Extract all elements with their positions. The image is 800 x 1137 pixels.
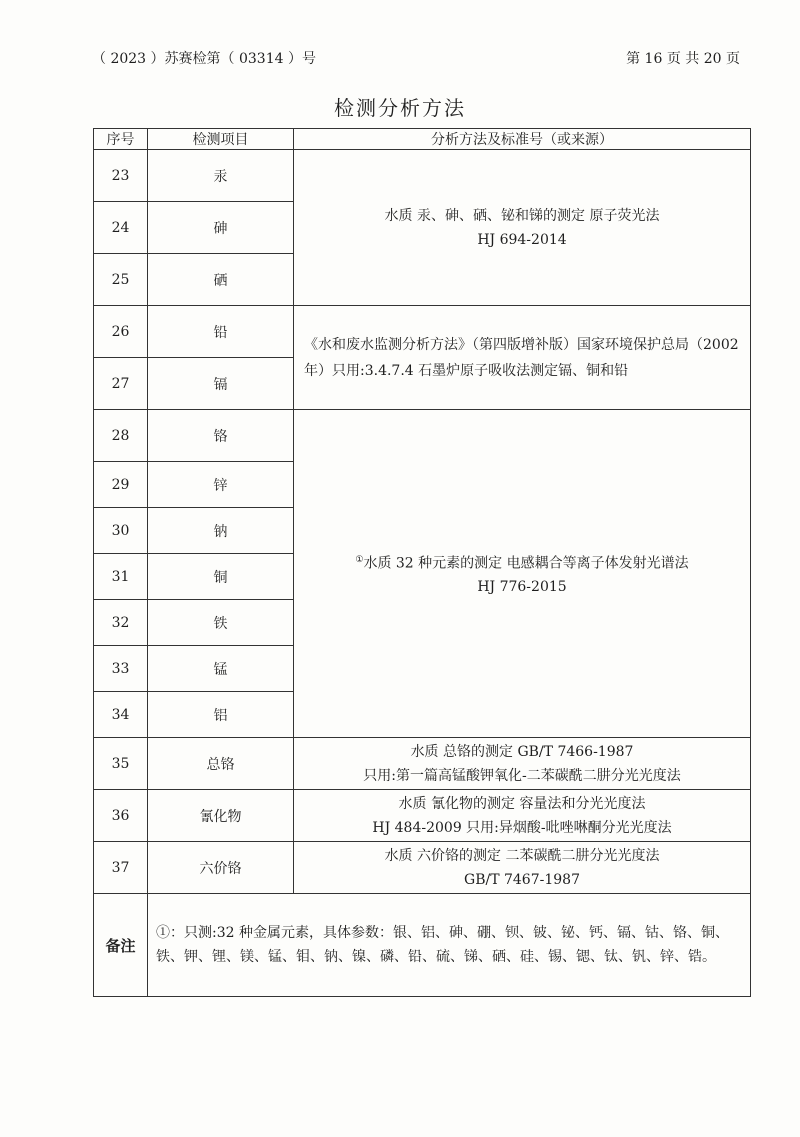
page-indicator: 第 16 页 共 20 页 <box>626 51 740 67</box>
test-item: 钠 <box>148 508 294 554</box>
method-text: 水质 总铬的测定 GB/T 7466-1987 <box>410 743 634 760</box>
row-number: 30 <box>94 508 148 554</box>
methods-table <box>93 128 751 997</box>
method-cell-group-2: 《水和废水监测分析方法》（第四版增补版）国家环境保护总局（2002 年）只用:3.4.7.4 石墨炉原子吸收法测定镉、铜和铅 <box>294 306 751 410</box>
method-cell <box>294 790 751 842</box>
row-number: 32 <box>94 600 148 646</box>
table-header-row <box>94 129 751 150</box>
method-note: 只用:第一篇高锰酸钾氧化-二苯碳酰二肼分光光度法 <box>363 767 681 784</box>
row-number: 31 <box>94 554 148 600</box>
test-item: 氰化物 <box>148 790 294 842</box>
test-item: 锌 <box>148 462 294 508</box>
method-text: 水质 汞、砷、硒、铋和锑的测定 原子荧光法 <box>384 207 660 224</box>
test-item: 锰 <box>148 646 294 692</box>
row-number: 24 <box>94 202 148 254</box>
row-number: 33 <box>94 646 148 692</box>
table-row <box>94 790 751 842</box>
method-standard: HJ 776-2015 <box>477 579 567 596</box>
method-name: 水质 32 种元素的测定 电感耦合等离子体发射光谱法 <box>363 555 689 572</box>
test-item: 六价铬 <box>148 842 294 894</box>
row-number: 27 <box>94 358 148 410</box>
test-item: 铅 <box>148 306 294 358</box>
method-standard: HJ 694-2014 <box>477 231 567 248</box>
test-item: 砷 <box>148 202 294 254</box>
table-row <box>94 842 751 894</box>
column-header-no: 序号 <box>94 129 148 150</box>
row-number: 37 <box>94 842 148 894</box>
method-cell-group-3 <box>294 410 751 738</box>
row-number: 28 <box>94 410 148 462</box>
row-number: 25 <box>94 254 148 306</box>
test-item: 铝 <box>148 692 294 738</box>
row-number: 23 <box>94 150 148 202</box>
method-text: 水质 六价铬的测定 二苯碳酰二肼分光光度法 <box>384 847 660 864</box>
page-title: 检测分析方法 <box>334 96 466 120</box>
method-text <box>300 548 744 576</box>
test-item: 铁 <box>148 600 294 646</box>
row-number: 34 <box>94 692 148 738</box>
test-item: 铜 <box>148 554 294 600</box>
row-number: 26 <box>94 306 148 358</box>
row-number: 29 <box>94 462 148 508</box>
table-row <box>94 306 751 358</box>
method-text: 水质 氰化物的测定 容量法和分光光度法 <box>398 795 646 812</box>
test-item: 镉 <box>148 358 294 410</box>
row-number: 36 <box>94 790 148 842</box>
method-note: HJ 484-2009 只用:异烟酸-吡唑啉酮分光光度法 <box>372 819 672 836</box>
method-cell <box>294 738 751 790</box>
row-number: 35 <box>94 738 148 790</box>
notes-row <box>94 894 751 997</box>
test-item: 硒 <box>148 254 294 306</box>
test-item: 总铬 <box>148 738 294 790</box>
method-cell <box>294 842 751 894</box>
table-row <box>94 150 751 202</box>
footnote-marker: ① <box>355 554 364 565</box>
test-item: 铬 <box>148 410 294 462</box>
table-row <box>94 738 751 790</box>
table-row <box>94 410 751 462</box>
notes-label: 备注 <box>94 894 148 997</box>
method-standard: GB/T 7467-1987 <box>464 871 580 888</box>
notes-text: ①：只测:32 种金属元素，具体参数：银、铝、砷、硼、钡、铍、铋、钙、镉、钴、铬、铜、铁、钾、锂、镁、锰、钼、钠、镍、磷、铅、硫、锑、硒、硅、锡、锶、钛、钒、锌、锆。 <box>148 894 751 997</box>
column-header-item: 检测项目 <box>148 129 294 150</box>
report-number: （ 2023 ）苏赛检第（ 03314 ）号 <box>92 51 316 67</box>
test-item: 汞 <box>148 150 294 202</box>
method-cell-group-1 <box>294 150 751 306</box>
column-header-method: 分析方法及标准号（或来源） <box>294 129 751 150</box>
